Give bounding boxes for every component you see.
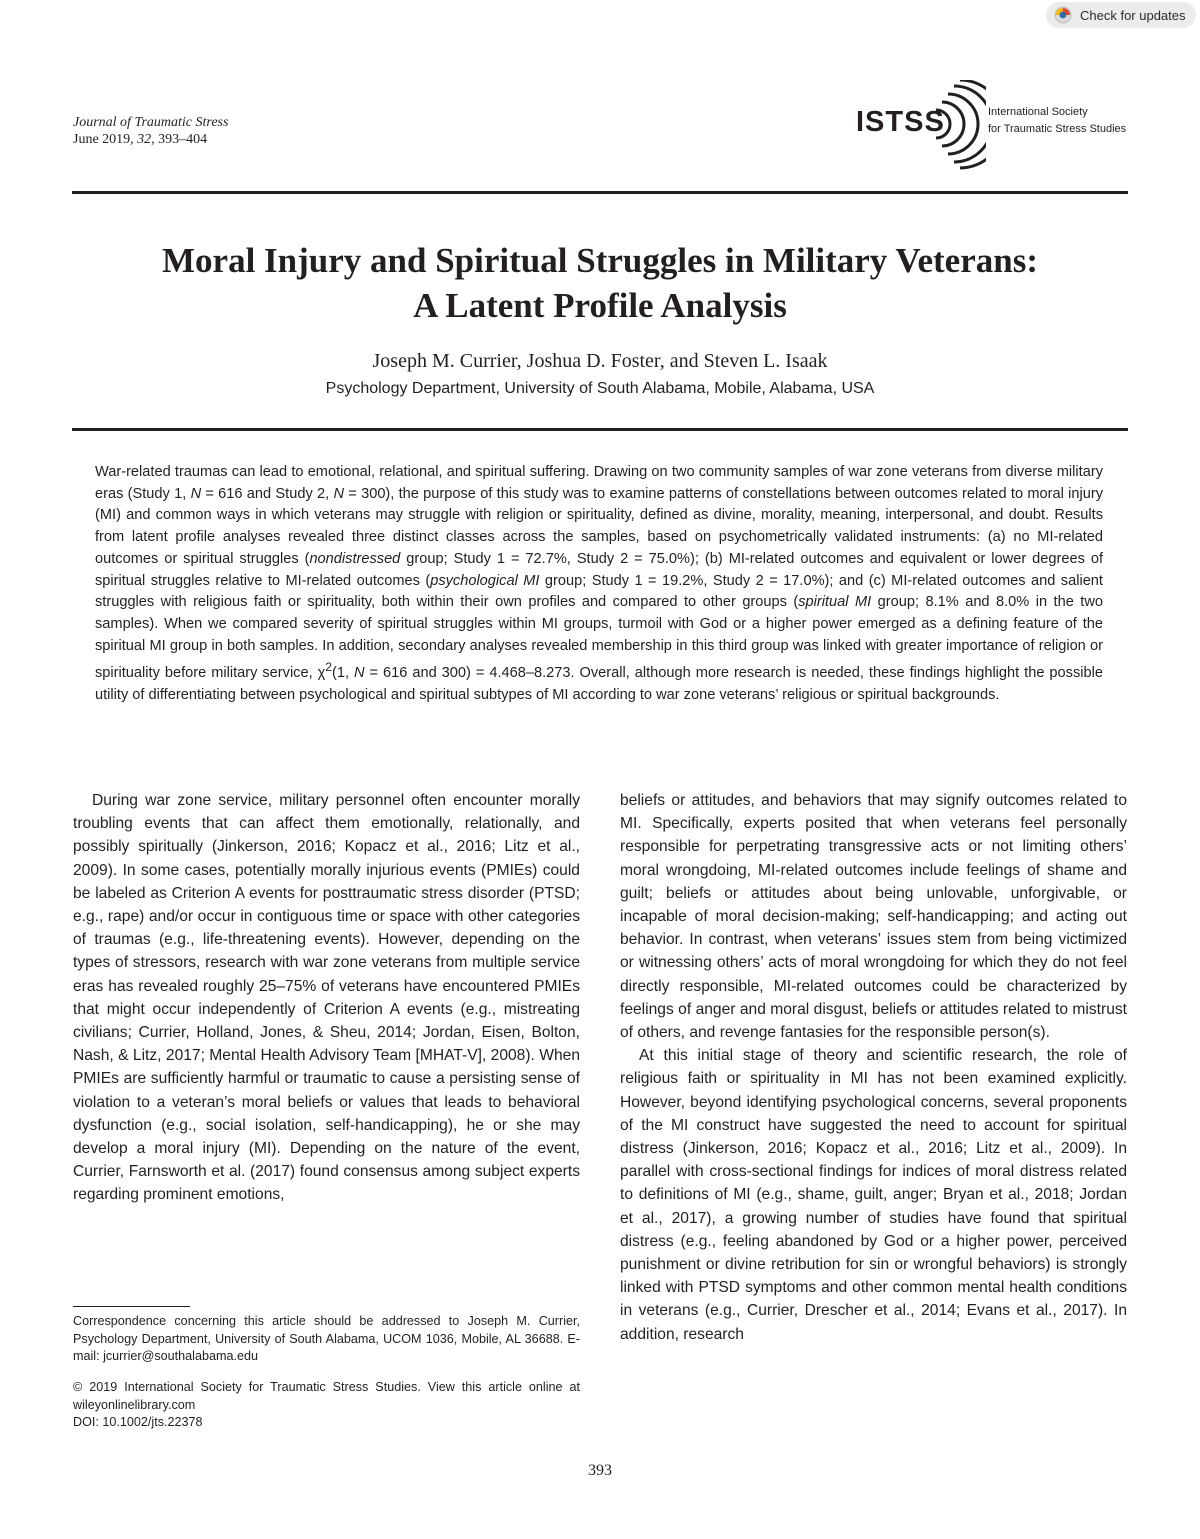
correspondence-footnote: Correspondence concerning this article should be addressed to Joseph M. Currier, Psychology Department, University of South Alabama, UCOM 1036, Mobile, AL 36688. E-mail: jcurrier@southalabama.edu [73, 1314, 580, 1364]
journal-name: Journal of Traumatic Stress [73, 115, 229, 130]
check-for-updates-label: Check for updates [1080, 7, 1186, 23]
abstract: War-related traumas can lead to emotional, relational, and spiritual suffering. Drawing on two community samples of war zone veterans from diverse military eras (Study 1, N = 616 and Study 2, N = 300), the purpose of this study was to examine patterns of constellations between outcomes related to moral injury (MI) and common ways in which veterans may struggle with religion or spirituality, defined as divine, morality, meaning, interpersonal, and doubt. Results from latent profile analyses revealed three distinct classes across the samples, based on psychometrically validated instruments: (a) no MI-related outcomes or spiritual struggles (nondistressed group; Study 1 = 72.7%, Study 2 = 75.0%); (b) MI-related outcomes and equivalent or lower degrees of spiritual struggles relative to MI-related outcomes (psychological MI group; Study 1 = 19.2%, Study 2 = 17.0%); and (c) MI-related outcomes and salient struggles with religious faith or spirituality, both within their own profiles and compared to other groups (spiritual MI group; 8.1% and 8.0% in the two samples). When we compared severity of spiritual struggles within MI groups, turmoil with God or a higher power emerged as a defining feature of the spiritual MI group in both samples. In addition, secondary analyses revealed membership in this third group was linked with greater importance of religion or spirituality before military service, $\chi^2(1$, N = 616 and 300) = 4.468–8.273. Overall, although more research is needed, these findings highlight the possible utility of differentiating between psychological and spiritual subtypes of MI according to war zone veterans’ religious or spiritual backgrounds. [95, 464, 1103, 703]
crossmark-icon [1054, 6, 1072, 24]
sound-wave-icon [930, 80, 986, 170]
copyright-footnote: © 2019 International Society for Traumatic Stress Studies. View this article online at wileyonlinelibrary.com DOI: 10.1002/jts.22378 [73, 1379, 580, 1432]
journal-info [73, 114, 228, 148]
body-paragraph: At this initial stage of theory and scientific research, the role of religious faith or spirituality in MI has not been examined explicitly. However, beyond identifying psychological concerns, several proponents of the MI construct have suggested the need to account for spiritual distress (Jinkerson, 2016; Kopacz et al., 2016; Litz et al., 2009). In parallel with cross-sectional findings for indices of moral distress related to definitions of MI (e.g., shame, guilt, anger; Bryan et al., 2018; Jordan et al., 2017), a growing number of studies have found that spiritual distress (e.g., feeling abandoned by God or a higher power, perceived punishment or divine retribution for sin or wrongful behaviors) is strongly linked with PTSD symptoms and other common mental health conditions in veterans (e.g., Currier, Drescher et al., 2014; Evans et al., 2017). In addition, research [620, 1047, 1127, 1343]
logo-subtitle: International Society for Traumatic Stress Studies [988, 106, 1127, 135]
body-paragraph: During war zone service, military personnel often encounter morally troubling events that can affect them emotionally, relationally, and possibly spiritually (Jinkerson, 2016; Kopacz et al., 2016; Litz et al., 2009). In some cases, potentially morally injurious events (PMIEs) could be labeled as Criterion A events for posttraumatic stress disorder (PTSD; e.g., rape) and/or occur in contiguous time or space with other categories of traumas (e.g., life-threatening events). However, depending on the types of stressors, research with war zone veterans from multiple service eras has revealed roughly 25–75% of veterans have encountered PMIEs that might occur independently of Criterion A events (e.g., mistreating civilians; Currier, Holland, Jones, & Sheu, 2014; Jordan, Eisen, Bolton, Nash, & Litz, 2017; Mental Health Advisory Team [MHAT-V], 2008). When PMIEs are sufficiently harmful or traumatic to cause a persisting sense of violation to a veteran’s moral beliefs or values that leads to behavioral dysfunction (e.g., social isolation, self-handicapping), he or she may develop a moral injury (MI). Depending on the nature of the event, Currier, Farnsworth et al. (2017) found consensus among subject experts regarding prominent emotions, [73, 792, 580, 1204]
page-number: 393 [588, 1462, 612, 1479]
body-paragraph: beliefs or attitudes, and behaviors that may signify outcomes related to MI. Specifically, experts posited that when veterans feel personally responsible for perpetrating transgressive acts or not limiting others’ moral wrongdoing, MI-related outcomes include feelings of shame and guilt; beliefs or attitudes about being unlovable, unforgivable, or incapable of moral decision-making; self-handicapping; and acting out behavior. In contrast, when veterans’ issues stem from being victimized or witnessing others’ acts of moral wrongdoing for which they do not feel directly responsible, MI-related outcomes could be characterized by feelings of anger and moral disgust, beliefs or attitudes related to mistrust of others, and revenge fantasies for the responsible person(s). [620, 792, 1127, 1042]
logo-acronym: ISTSS [856, 106, 945, 138]
doi: DOI: 10.1002/jts.22378 [73, 1415, 203, 1430]
body-column-right [620, 789, 1127, 1346]
title-rule [72, 428, 1128, 431]
footnote-rule [73, 1306, 190, 1307]
header-rule [72, 191, 1128, 194]
check-for-updates-button[interactable] [1046, 2, 1196, 28]
article-affiliation: Psychology Department, University of South Alabama, Mobile, Alabama, USA [325, 380, 875, 397]
journal-issue: June 2019, 32, 393–404 [73, 132, 208, 147]
article-title: Moral Injury and Spiritual Struggles in Military Veterans: A Latent Profile Analysis [162, 241, 1038, 325]
istss-logo [856, 80, 1136, 170]
article-authors: Joseph M. Currier, Joshua D. Foster, and Steven L. Isaak [372, 350, 828, 372]
body-column-left [73, 789, 580, 1207]
